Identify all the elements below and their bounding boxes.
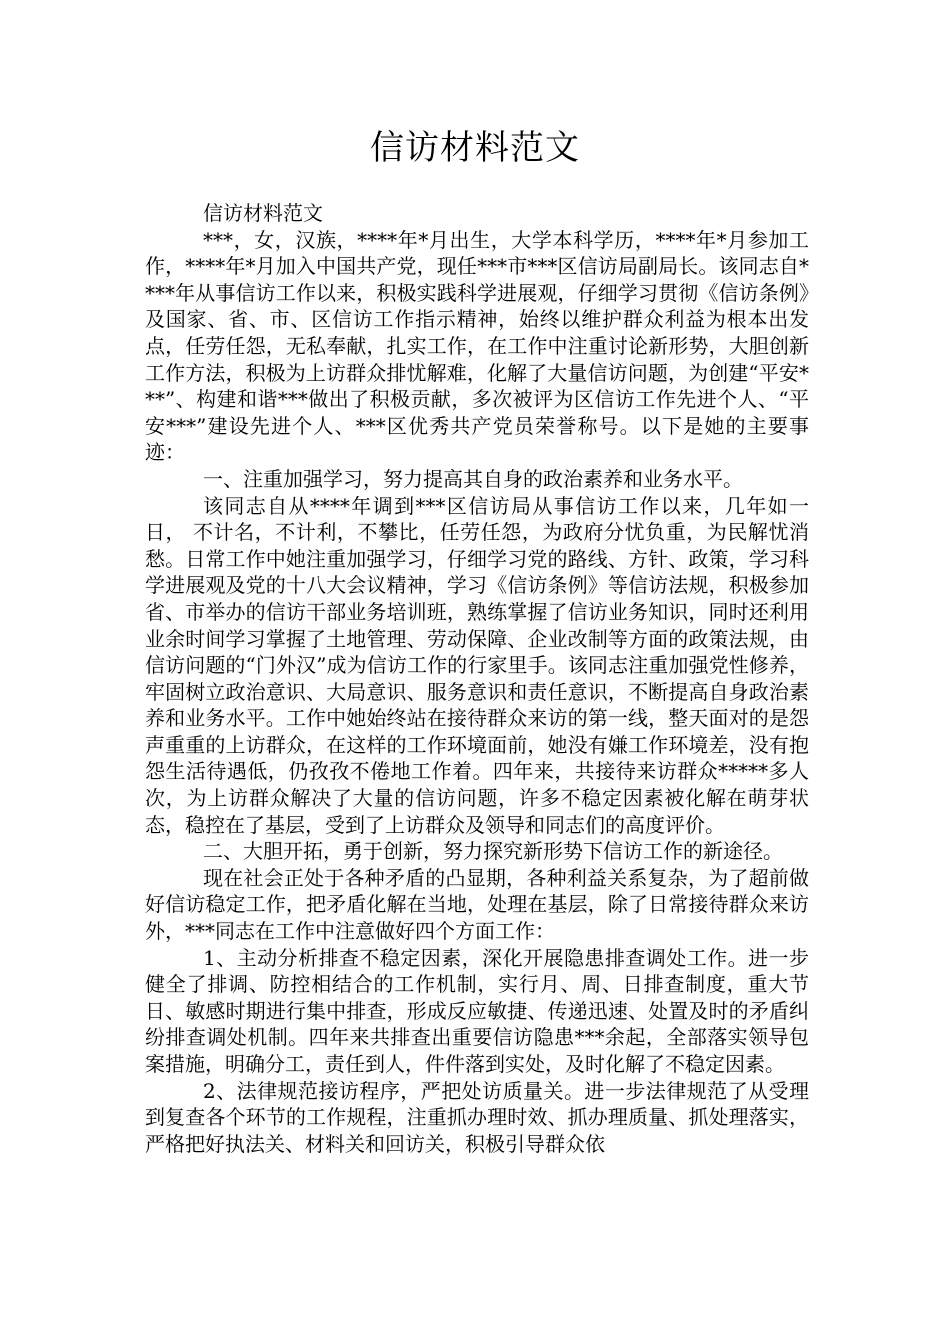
paragraph-intro: ***，女，汉族，****年*月出生，大学本科学历，****年*月参加工作，****年*月加入中国共产党，现任***市***区信访局副局长。该同志自****年从事信访工作以来，积极实践科学进展观，仔细学习贯彻《信访条例》及国家、省、市、区信访工作指示精神，始终以维护群众利益为根本出发点，任劳任怨，无私奉献，扎实工作，在工作中注重讨论新形势，大胆创新工作方法，积极为上访群众排忧解难，化解了大量信访问题，为创建“平安***”、构建和谐***做出了积极贡献，多次被评为区信访工作先进个人、“平安***”建设先进个人、***区优秀共产党员荣誉称号。以下是她的主要事迹： bbox=[145, 227, 809, 465]
section-heading-1: 一、注重加强学习，努力提高其自身的政治素养和业务水平。 bbox=[203, 466, 743, 491]
paragraph-item-1: 1、主动分析排查不稳定因素，深化开展隐患排查调处工作。进一步健全了排调、防控相结合的工作机制，实行月、周、日排查制度，重大节日、敏感时期进行集中排查，形成反应敏捷、传递迅速、处置及时的矛盾纠纷排查调处机制。四年来共排查出重要信访隐患***余起，全部落实领导包案措施，明确分工，责任到人，件件落到实处，及时化解了不稳定因素。 bbox=[145, 945, 809, 1076]
document-title: 信访材料范文 bbox=[370, 128, 580, 168]
paragraph-heading-repeat: 信访材料范文 bbox=[203, 201, 323, 225]
paragraph-section-1: 该同志自从****年调到***区信访局从事信访工作以来，几年如一日， 不计名，不计利，不攀比，任劳任怨，为政府分忧负重，为民解忧消愁。日常工作中她注重加强学习，仔细学习党的路线、方针、政策，学习科学进展观及党的十八大会议精神，学习《信访条例》等信访法规，积极参加省、市举办的信访干部业务培训班，熟练掌握了信访业务知识，同时还利用业余时间学习掌握了土地管理、劳动保障、企业改制等方面的政策法规，由信访问题的“门外汉”成为信访工作的行家里手。该同志注重加强党性修养，牢固树立政治意识、大局意识、服务意识和责任意识，不断提高自身政治素养和业务水平。工作中她始终站在接待群众来访的第一线，整天面对的是怨声重重的上访群众，在这样的工作环境面前，她没有嫌工作环境差，没有抱怨生活待遇低，仍孜孜不倦地工作着。四年来，共接待来访群众*****多人次，为上访群众解决了大量的信访问题，许多不稳定因素被化解在萌芽状态，稳控在了基层，受到了上访群众及领导和同志们的高度评价。 bbox=[145, 493, 809, 837]
paragraph-item-2: 2、法律规范接访程序，严把处访质量关。进一步法律规范了从受理到复查各个环节的工作规程，注重抓办理时效、抓办理质量、抓处理落实，严格把好执法关、材料关和回访关，积极引导群众依 bbox=[145, 1078, 809, 1156]
document-body bbox=[145, 200, 809, 1157]
paragraph-section-2: 现在社会正处于各种矛盾的凸显期，各种利益关系复杂，为了超前做好信访稳定工作，把矛盾化解在当地，处理在基层，除了日常接待群众来访外，***同志在工作中注意做好四个方面工作： bbox=[145, 865, 809, 944]
section-heading-2: 二、大胆开拓，勇于创新，努力探究新形势下信访工作的新途径。 bbox=[203, 839, 783, 864]
